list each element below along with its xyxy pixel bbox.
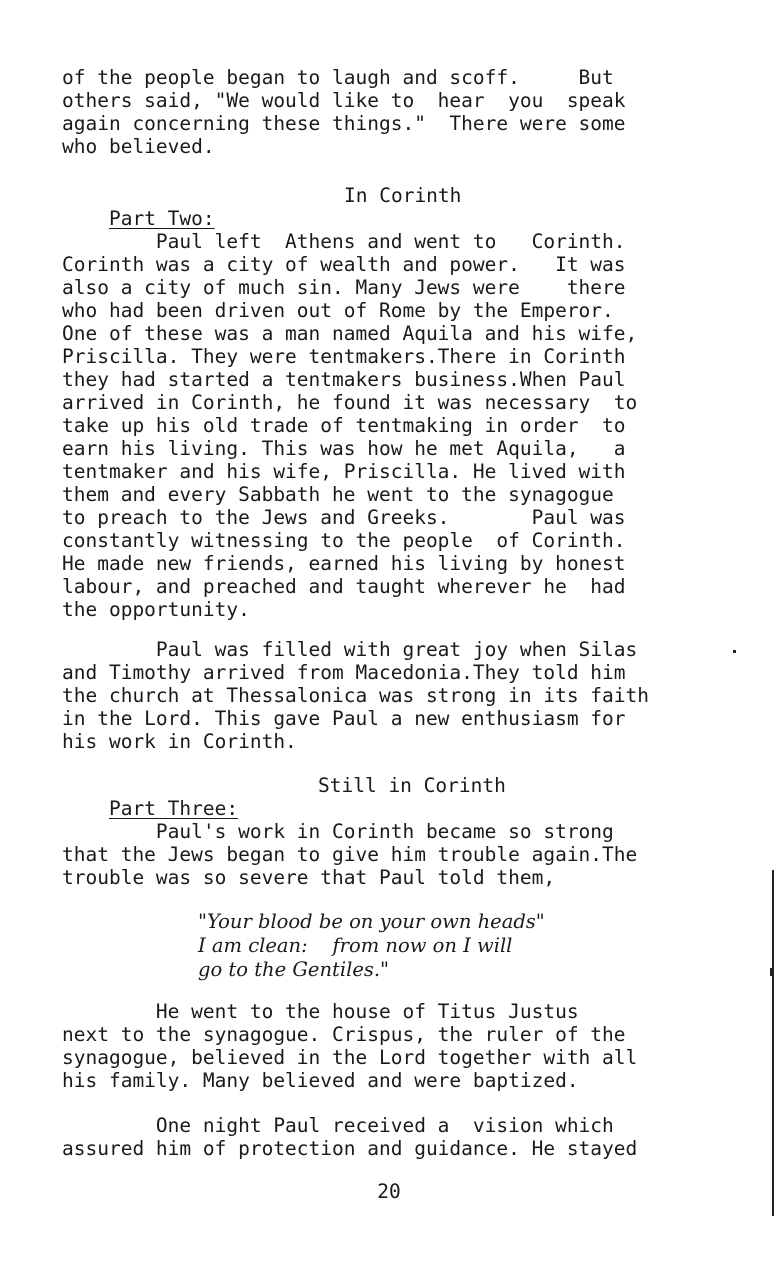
paragraph-vision: One night Paul received a vision which assured him of protection and guidance. He stayed xyxy=(62,1114,638,1160)
intro-paragraph: of the people began to laugh and scoff. But others said, "We would like to hear you speak again concerning these things." There were some who believed. xyxy=(62,66,626,158)
paragraph-silas-timothy: Paul was filled with great joy when Silas and Timothy arrived from Macedonia.They told him the church at Thessalonica was strong in its faith in the Lord. This gave Paul a new enthusiasm for his work in Corinth. xyxy=(62,638,649,753)
paragraph-paul-in-corinth: Paul left Athens and went to Corinth. Corinth was a city of wealth and power. It was also a city of much sin. Many Jews were there who had been driven out of Rome by the Emperor. One of these was a man named Aquila and his wife, Priscilla. They were tentmakers.There in Corinth they had started a tentmakers business.When Paul arrived in Corinth, he found it was necessary to take up his old trade of tentmaking in order to earn his living. This was how he met Aquila, a tentmaker and his wife, Priscilla. He lived with them and every Sabbath he went to the synagogue to preach to the Jews and Greeks. Paul was constantly witnessing to the people of Corinth. He made new friends, earned his living by honest labour, and preached and taught wherever he had the opportunity. xyxy=(62,230,638,621)
paragraph-jews-trouble: Paul's work in Corinth became so strong that the Jews began to give him trouble again.The trouble was so severe that Paul told them, xyxy=(62,820,638,889)
part-three-subtitle: Still in Corinth xyxy=(318,774,506,797)
page-number: 20 xyxy=(377,1180,401,1203)
paragraph-titus-justus: He went to the house of Titus Justus next to the synagogue. Crispus, the ruler of the synagogue, believed in the Lord together with all his family. Many believed and were baptized. xyxy=(62,1000,638,1092)
part-two-label: Part Two: xyxy=(108,207,215,230)
scan-dot-mark xyxy=(733,650,736,653)
scan-edge-mark xyxy=(770,968,773,976)
part-three-label: Part Three: xyxy=(108,797,239,820)
quotation: "Your blood be on your own heads" I am clean: from now on I will go to the Gentiles." xyxy=(198,910,545,981)
scan-edge-line xyxy=(772,870,774,1216)
part-two-subtitle: In Corinth xyxy=(344,184,462,207)
